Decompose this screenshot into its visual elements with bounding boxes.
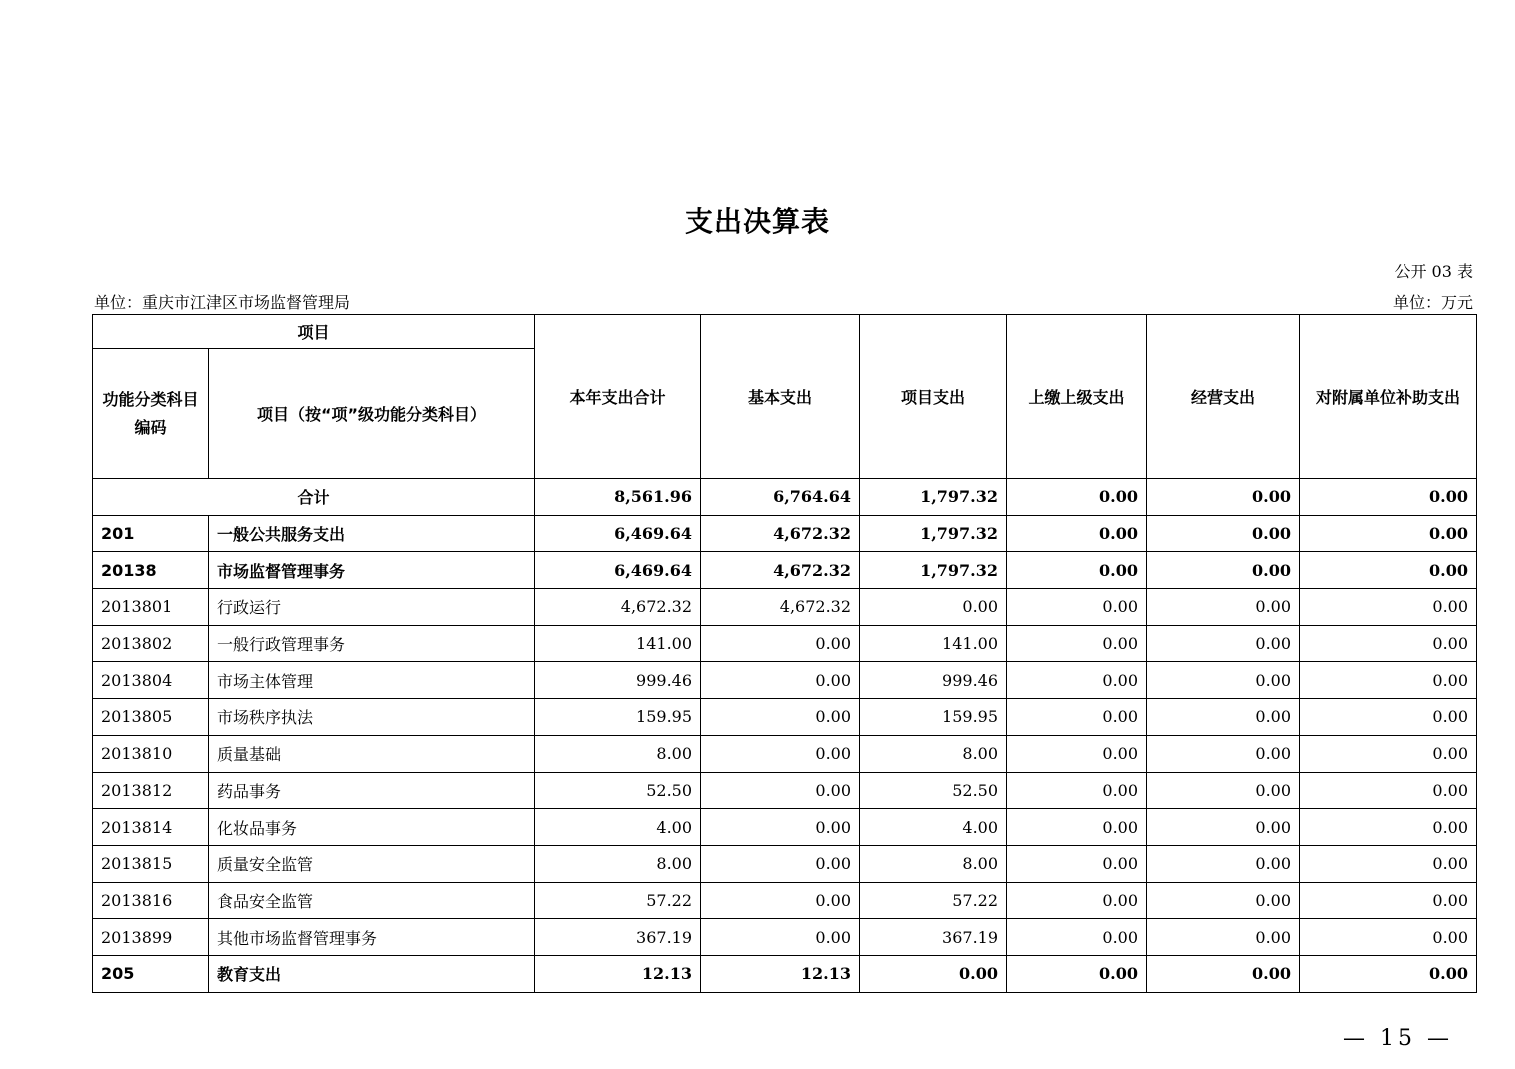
header-total: 本年支出合计 xyxy=(535,315,701,479)
row-value: 0.00 xyxy=(1007,809,1147,846)
row-value: 0.00 xyxy=(860,955,1007,992)
row-value: 57.22 xyxy=(535,882,701,919)
row-value: 0.00 xyxy=(701,809,860,846)
row-value: 0.00 xyxy=(1147,625,1300,662)
row-value: 0.00 xyxy=(1300,955,1477,992)
page-number: — 15 — xyxy=(1343,1026,1453,1051)
row-value: 0.00 xyxy=(701,882,860,919)
row-value: 0.00 xyxy=(1300,589,1477,626)
row-value: 159.95 xyxy=(535,699,701,736)
table-row xyxy=(93,625,1477,662)
row-code: 2013812 xyxy=(93,772,209,809)
row-name: 食品安全监管 xyxy=(209,882,535,919)
row-code: 205 xyxy=(93,955,209,992)
row-value: 0.00 xyxy=(1007,589,1147,626)
table-row xyxy=(93,552,1477,589)
row-value: 0.00 xyxy=(1147,552,1300,589)
row-value: 8.00 xyxy=(860,735,1007,772)
row-value: 6,469.64 xyxy=(535,515,701,552)
total-cell: 0.00 xyxy=(1300,479,1477,516)
row-value: 0.00 xyxy=(1300,662,1477,699)
row-value: 52.50 xyxy=(860,772,1007,809)
row-name: 质量基础 xyxy=(209,735,535,772)
row-value: 8.00 xyxy=(860,845,1007,882)
row-value: 141.00 xyxy=(535,625,701,662)
row-value: 0.00 xyxy=(1147,845,1300,882)
row-name: 行政运行 xyxy=(209,589,535,626)
header-project-group: 项目 xyxy=(93,315,535,349)
table-row xyxy=(93,699,1477,736)
total-cell: 0.00 xyxy=(1007,479,1147,516)
row-value: 367.19 xyxy=(860,919,1007,956)
row-value: 999.46 xyxy=(860,662,1007,699)
header-subsidy: 对附属单位补助支出 xyxy=(1300,315,1477,479)
row-value: 0.00 xyxy=(1300,919,1477,956)
row-code: 201 xyxy=(93,515,209,552)
row-value: 0.00 xyxy=(1147,699,1300,736)
row-value: 4,672.32 xyxy=(701,552,860,589)
row-value: 0.00 xyxy=(1007,699,1147,736)
row-name: 市场秩序执法 xyxy=(209,699,535,736)
table-row xyxy=(93,809,1477,846)
row-value: 0.00 xyxy=(1007,882,1147,919)
row-value: 12.13 xyxy=(535,955,701,992)
row-value: 0.00 xyxy=(860,589,1007,626)
row-value: 0.00 xyxy=(1007,845,1147,882)
row-value: 141.00 xyxy=(860,625,1007,662)
row-value: 0.00 xyxy=(701,625,860,662)
row-name: 市场监督管理事务 xyxy=(209,552,535,589)
table-row xyxy=(93,772,1477,809)
row-value: 0.00 xyxy=(1300,625,1477,662)
row-name: 市场主体管理 xyxy=(209,662,535,699)
row-value: 57.22 xyxy=(860,882,1007,919)
row-value: 0.00 xyxy=(1007,919,1147,956)
total-cell: 0.00 xyxy=(1147,479,1300,516)
total-label: 合计 xyxy=(93,479,535,516)
row-value: 0.00 xyxy=(701,772,860,809)
table-row xyxy=(93,882,1477,919)
row-code: 2013804 xyxy=(93,662,209,699)
header-upper: 上缴上级支出 xyxy=(1007,315,1147,479)
row-value: 0.00 xyxy=(701,735,860,772)
row-code: 2013815 xyxy=(93,845,209,882)
row-value: 8.00 xyxy=(535,845,701,882)
row-value: 159.95 xyxy=(860,699,1007,736)
table-row xyxy=(93,845,1477,882)
row-value: 0.00 xyxy=(1007,515,1147,552)
row-code: 2013801 xyxy=(93,589,209,626)
row-value: 0.00 xyxy=(1007,955,1147,992)
total-cell: 8,561.96 xyxy=(535,479,701,516)
row-value: 12.13 xyxy=(701,955,860,992)
row-value: 4.00 xyxy=(535,809,701,846)
row-value: 0.00 xyxy=(701,699,860,736)
total-cell: 6,764.64 xyxy=(701,479,860,516)
row-value: 0.00 xyxy=(1147,882,1300,919)
header-business: 经营支出 xyxy=(1147,315,1300,479)
expenditure-table xyxy=(92,314,1477,993)
row-value: 4,672.32 xyxy=(701,589,860,626)
row-value: 4.00 xyxy=(860,809,1007,846)
row-value: 0.00 xyxy=(1147,809,1300,846)
row-value: 0.00 xyxy=(1147,955,1300,992)
header-basic: 基本支出 xyxy=(701,315,860,479)
table-row xyxy=(93,662,1477,699)
row-name: 一般行政管理事务 xyxy=(209,625,535,662)
row-value: 0.00 xyxy=(1007,552,1147,589)
table-row xyxy=(93,735,1477,772)
row-value: 367.19 xyxy=(535,919,701,956)
row-code: 2013802 xyxy=(93,625,209,662)
row-name: 教育支出 xyxy=(209,955,535,992)
header-project: 项目支出 xyxy=(860,315,1007,479)
row-value: 0.00 xyxy=(1147,735,1300,772)
row-name: 药品事务 xyxy=(209,772,535,809)
row-value: 0.00 xyxy=(1147,919,1300,956)
row-value: 8.00 xyxy=(535,735,701,772)
row-code: 2013814 xyxy=(93,809,209,846)
page-title: 支出决算表 xyxy=(684,205,830,238)
row-value: 0.00 xyxy=(1007,662,1147,699)
row-value: 0.00 xyxy=(1007,625,1147,662)
row-value: 0.00 xyxy=(701,919,860,956)
row-value: 0.00 xyxy=(1007,772,1147,809)
row-name: 质量安全监管 xyxy=(209,845,535,882)
row-value: 1,797.32 xyxy=(860,552,1007,589)
table-row xyxy=(93,955,1477,992)
row-value: 0.00 xyxy=(1300,882,1477,919)
table-row xyxy=(93,919,1477,956)
row-name: 化妆品事务 xyxy=(209,809,535,846)
row-code: 2013805 xyxy=(93,699,209,736)
row-name: 一般公共服务支出 xyxy=(209,515,535,552)
total-cell: 1,797.32 xyxy=(860,479,1007,516)
row-name: 其他市场监督管理事务 xyxy=(209,919,535,956)
row-value: 0.00 xyxy=(1300,699,1477,736)
row-value: 0.00 xyxy=(1300,735,1477,772)
row-value: 6,469.64 xyxy=(535,552,701,589)
total-row xyxy=(93,479,1477,516)
row-value: 1,797.32 xyxy=(860,515,1007,552)
header-name: 项目（按“项”级功能分类科目） xyxy=(209,349,535,479)
row-value: 0.00 xyxy=(1300,809,1477,846)
form-number: 公开 03 表 xyxy=(1394,262,1473,281)
row-code: 2013899 xyxy=(93,919,209,956)
row-value: 0.00 xyxy=(701,845,860,882)
row-value: 0.00 xyxy=(1147,515,1300,552)
row-value: 4,672.32 xyxy=(701,515,860,552)
row-value: 52.50 xyxy=(535,772,701,809)
row-value: 0.00 xyxy=(1300,845,1477,882)
row-value: 0.00 xyxy=(1007,735,1147,772)
row-code: 20138 xyxy=(93,552,209,589)
row-value: 0.00 xyxy=(1300,515,1477,552)
table-row xyxy=(93,589,1477,626)
table-body xyxy=(93,479,1477,993)
row-value: 0.00 xyxy=(1147,589,1300,626)
row-value: 0.00 xyxy=(1300,552,1477,589)
row-value: 999.46 xyxy=(535,662,701,699)
row-code: 2013810 xyxy=(93,735,209,772)
row-code: 2013816 xyxy=(93,882,209,919)
row-value: 0.00 xyxy=(1300,772,1477,809)
row-value: 0.00 xyxy=(1147,662,1300,699)
unit-currency: 单位：万元 xyxy=(1392,293,1473,312)
unit-organization: 单位：重庆市江津区市场监督管理局 xyxy=(94,293,351,312)
row-value: 0.00 xyxy=(701,662,860,699)
header-code: 功能分类科目编码 xyxy=(93,349,209,479)
table-row xyxy=(93,515,1477,552)
row-value: 0.00 xyxy=(1147,772,1300,809)
row-value: 4,672.32 xyxy=(535,589,701,626)
